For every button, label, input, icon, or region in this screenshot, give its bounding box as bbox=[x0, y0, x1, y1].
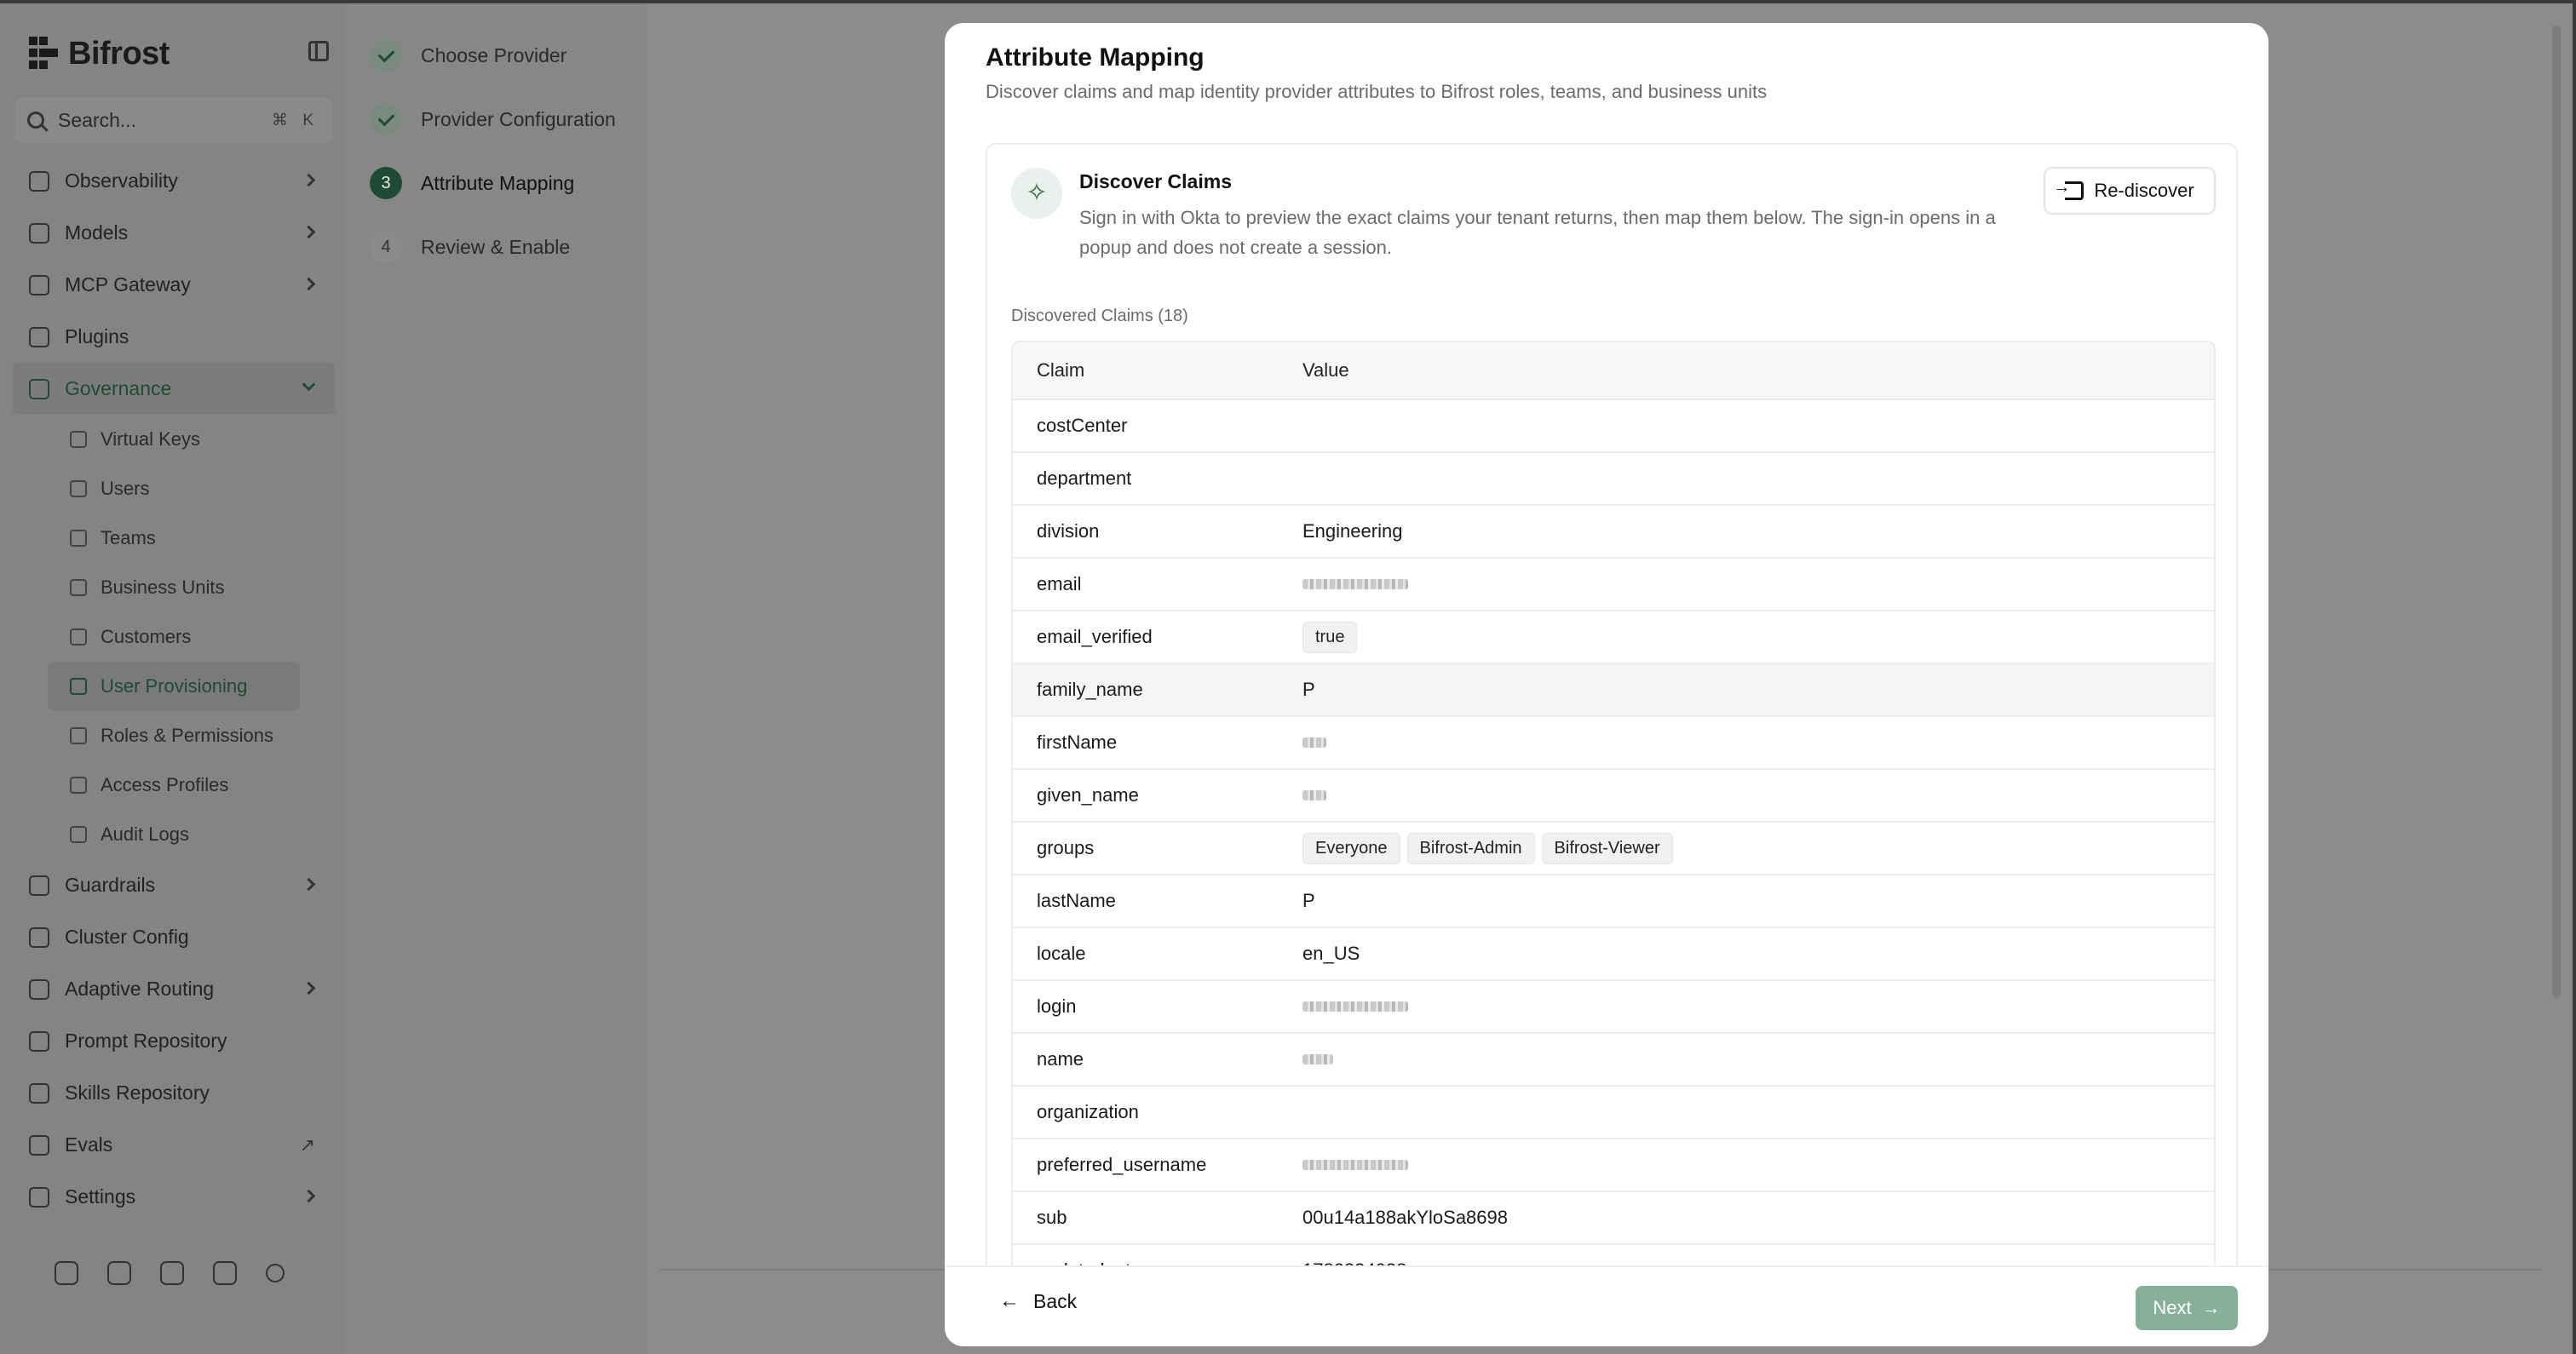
rediscover-button[interactable] bbox=[2044, 167, 2216, 215]
card-title: Discover Claims bbox=[1079, 170, 1232, 192]
login-icon bbox=[2065, 181, 2084, 200]
next-label: Next bbox=[2153, 1297, 2192, 1318]
claim-name: costCenter bbox=[1037, 415, 1128, 436]
docs-icon[interactable] bbox=[213, 1261, 237, 1285]
claim-name: firstName bbox=[1037, 732, 1118, 753]
theme-sun-icon[interactable] bbox=[266, 1264, 285, 1282]
user-provisioning-icon bbox=[70, 678, 87, 695]
shield-icon bbox=[70, 777, 87, 794]
sidebar-item-label: Customers bbox=[101, 626, 192, 647]
sidebar-item-business-units[interactable] bbox=[48, 563, 300, 612]
sidebar-item-users[interactable] bbox=[48, 464, 300, 513]
wizard-steps bbox=[346, 3, 647, 1354]
chevron-right-icon bbox=[302, 278, 316, 291]
sidebar-item-label: Evals bbox=[65, 1133, 113, 1156]
guardrails-icon bbox=[29, 875, 49, 896]
mcp-icon bbox=[29, 275, 49, 295]
claim-value-redacted bbox=[1302, 579, 1408, 589]
next-button[interactable] bbox=[2136, 1286, 2238, 1330]
discord-icon[interactable] bbox=[55, 1261, 78, 1285]
group-tag: Bifrost-Admin bbox=[1407, 833, 1535, 864]
chevron-down-icon bbox=[302, 378, 316, 392]
redacted-value bbox=[1302, 790, 1326, 800]
claim-name: groups bbox=[1037, 837, 1095, 858]
step-label: Review & Enable bbox=[421, 235, 571, 258]
claim-value-tags bbox=[1302, 833, 1673, 864]
arrow-right-icon: → bbox=[2201, 1297, 2221, 1318]
step-label: Attribute Mapping bbox=[421, 171, 575, 194]
search-icon bbox=[27, 112, 44, 129]
table-row bbox=[1013, 770, 2214, 823]
claim-name: family_name bbox=[1037, 679, 1143, 700]
sidebar-item-cluster-config[interactable] bbox=[12, 911, 336, 963]
sidebar-item-teams[interactable] bbox=[48, 513, 300, 563]
landmark-icon bbox=[29, 379, 49, 399]
claim-value: 00u14a188akYloSa8698 bbox=[1302, 1207, 1509, 1228]
claim-name: name bbox=[1037, 1048, 1084, 1070]
governance-submenu bbox=[48, 415, 336, 859]
sidebar-item-label: Guardrails bbox=[65, 874, 156, 896]
sidebar-item-label: Roles & Permissions bbox=[101, 725, 273, 746]
back-button[interactable] bbox=[999, 1289, 1077, 1313]
group-tag: Bifrost-Viewer bbox=[1542, 833, 1673, 864]
dialog-title: Attribute Mapping bbox=[986, 43, 1205, 72]
table-row bbox=[1013, 611, 2214, 664]
step-provider-configuration[interactable] bbox=[370, 103, 616, 135]
table-row bbox=[1013, 453, 2214, 506]
claim-name: email bbox=[1037, 573, 1082, 594]
sidebar-item-label: Cluster Config bbox=[65, 926, 189, 948]
flask-icon bbox=[29, 1135, 49, 1156]
table-row bbox=[1013, 981, 2214, 1034]
column-header-claim: Claim bbox=[1037, 359, 1085, 381]
claim-value-redacted bbox=[1302, 737, 1326, 748]
back-label: Back bbox=[1033, 1289, 1078, 1312]
sidebar-item-guardrails[interactable] bbox=[12, 859, 336, 911]
table-row bbox=[1013, 1139, 2214, 1192]
claims-count-label: Discovered Claims (18) bbox=[1011, 307, 1188, 325]
puzzle-icon bbox=[29, 327, 49, 347]
sidebar-item-label: Models bbox=[65, 221, 129, 244]
table-row bbox=[1013, 1034, 2214, 1087]
sidebar-item-label: Adaptive Routing bbox=[65, 978, 215, 1000]
settings-icon bbox=[29, 1187, 49, 1208]
claim-name: organization bbox=[1037, 1101, 1139, 1122]
claim-value-redacted bbox=[1302, 1160, 1408, 1170]
chevron-right-icon bbox=[302, 1190, 316, 1203]
sidebar-item-roles-permissions[interactable] bbox=[48, 711, 300, 760]
claims-table bbox=[1011, 341, 2216, 1299]
step-attribute-mapping[interactable] bbox=[370, 167, 574, 199]
arrow-left-icon: ← bbox=[999, 1289, 1020, 1312]
table-row bbox=[1013, 823, 2214, 875]
sidebar-item-label: MCP Gateway bbox=[65, 273, 191, 295]
telescope-icon bbox=[29, 171, 49, 192]
sidebar-item-label: Teams bbox=[101, 527, 156, 548]
claim-name: lastName bbox=[1037, 890, 1116, 911]
table-row bbox=[1013, 875, 2214, 928]
sidebar-item-customers[interactable] bbox=[48, 612, 300, 662]
folder-icon bbox=[29, 1031, 49, 1052]
claim-name: locale bbox=[1037, 943, 1086, 964]
github-icon[interactable] bbox=[107, 1261, 131, 1285]
window-edge bbox=[2573, 0, 2576, 1354]
redacted-value bbox=[1302, 1160, 1408, 1170]
claim-value bbox=[1302, 622, 1357, 653]
claim-value: P bbox=[1302, 679, 1315, 700]
external-link-icon: ↗ bbox=[299, 1133, 315, 1156]
sidebar-item-label: Governance bbox=[65, 377, 172, 399]
building-icon bbox=[70, 579, 87, 596]
sidebar-item-label: Access Profiles bbox=[101, 774, 229, 795]
sidebar-item-label: Settings bbox=[65, 1185, 136, 1208]
table-row bbox=[1013, 1087, 2214, 1139]
box-icon bbox=[29, 223, 49, 244]
sidebar-item-label: Users bbox=[101, 478, 150, 499]
book-icon bbox=[29, 1083, 49, 1104]
search-shortcut: ⌘ K bbox=[272, 111, 319, 129]
key-icon bbox=[70, 431, 87, 448]
claim-value-redacted bbox=[1302, 790, 1326, 800]
table-row bbox=[1013, 664, 2214, 717]
claim-name: login bbox=[1037, 995, 1077, 1017]
claim-name: sub bbox=[1037, 1207, 1067, 1228]
network-icon bbox=[29, 927, 49, 948]
table-row bbox=[1013, 928, 2214, 981]
sidebar bbox=[0, 3, 346, 1354]
chevron-right-icon bbox=[302, 982, 316, 995]
step-review-enable[interactable] bbox=[370, 231, 570, 263]
sidebar-item-skills-repository[interactable] bbox=[12, 1067, 336, 1119]
step-choose-provider[interactable] bbox=[370, 39, 566, 72]
redacted-value bbox=[1302, 579, 1408, 589]
rediscover-label: Re-discover bbox=[2094, 180, 2194, 201]
collapse-sidebar-icon[interactable] bbox=[308, 41, 329, 61]
claim-value-redacted bbox=[1302, 1001, 1408, 1012]
claim-value: P bbox=[1302, 890, 1315, 911]
step-number: 3 bbox=[370, 167, 402, 199]
table-row bbox=[1013, 717, 2214, 770]
sidebar-item-models[interactable] bbox=[12, 207, 336, 259]
claim-value: Engineering bbox=[1302, 520, 1403, 542]
scrollbar[interactable] bbox=[2552, 26, 2561, 998]
redacted-value bbox=[1302, 1001, 1408, 1012]
sidebar-item-adaptive-routing[interactable] bbox=[12, 963, 336, 1015]
redacted-value bbox=[1302, 737, 1326, 748]
sidebar-item-audit-logs[interactable] bbox=[48, 810, 300, 859]
sparkles-icon: ✧ bbox=[1011, 168, 1062, 219]
sidebar-item-observability[interactable] bbox=[12, 155, 336, 207]
chevron-right-icon bbox=[302, 174, 316, 187]
redacted-value bbox=[1302, 1054, 1333, 1064]
brand bbox=[29, 32, 170, 75]
check-icon bbox=[370, 39, 402, 72]
brand-name: Bifrost bbox=[68, 35, 170, 72]
sidebar-item-prompt-repository[interactable] bbox=[12, 1015, 336, 1067]
column-header-value: Value bbox=[1302, 359, 1349, 381]
sidebar-item-label: Business Units bbox=[101, 577, 225, 598]
table-row bbox=[1013, 1192, 2214, 1245]
search-input[interactable] bbox=[15, 97, 332, 143]
sidebar-item-label: Skills Repository bbox=[65, 1081, 210, 1104]
bifrost-logo-icon bbox=[29, 37, 58, 71]
user-key-icon bbox=[70, 727, 87, 744]
claim-value-redacted bbox=[1302, 1054, 1333, 1064]
sidebar-item-label: Prompt Repository bbox=[65, 1030, 227, 1052]
teams-icon bbox=[70, 530, 87, 547]
sidebar-item-settings[interactable] bbox=[12, 1171, 336, 1223]
sidebar-item-plugins[interactable] bbox=[12, 311, 336, 363]
attribute-mapping-dialog bbox=[945, 23, 2268, 1346]
dialog-footer bbox=[945, 1265, 2268, 1346]
claim-name: department bbox=[1037, 468, 1132, 489]
sidebar-item-label: Plugins bbox=[65, 325, 129, 347]
table-row bbox=[1013, 400, 2214, 453]
value-tag: true bbox=[1302, 622, 1357, 653]
step-label: Choose Provider bbox=[421, 43, 567, 66]
search-placeholder: Search... bbox=[58, 108, 137, 131]
sidebar-item-virtual-keys[interactable] bbox=[48, 415, 300, 464]
claim-name: email_verified bbox=[1037, 626, 1153, 647]
sidebar-item-mcp-gateway[interactable] bbox=[12, 259, 336, 311]
claim-name: division bbox=[1037, 520, 1100, 542]
step-number: 4 bbox=[370, 231, 402, 263]
bug-icon[interactable] bbox=[160, 1261, 184, 1285]
sidebar-item-label: User Provisioning bbox=[101, 675, 248, 697]
sidebar-item-access-profiles[interactable] bbox=[48, 760, 300, 810]
table-header bbox=[1013, 342, 2214, 400]
table-row bbox=[1013, 506, 2214, 559]
sidebar-item-label: Observability bbox=[65, 169, 178, 192]
sidebar-item-evals[interactable] bbox=[12, 1119, 336, 1171]
discover-claims-card bbox=[986, 143, 2238, 1318]
card-description: Sign in with Okta to preview the exact claims your tenant returns, then map them below. The sign-in opens in a popup and does not create a session. bbox=[1079, 207, 1996, 258]
dialog-subtitle: Discover claims and map identity provider attributes to Bifrost roles, teams, and business units bbox=[986, 81, 1768, 102]
users-icon bbox=[70, 480, 87, 497]
sidebar-item-governance[interactable] bbox=[12, 363, 336, 415]
claim-value: en_US bbox=[1302, 943, 1360, 964]
claim-name: given_name bbox=[1037, 784, 1139, 806]
group-tag: Everyone bbox=[1302, 833, 1400, 864]
sidebar-footer bbox=[55, 1261, 285, 1285]
sidebar-item-label: Audit Logs bbox=[101, 823, 189, 845]
claim-name: preferred_username bbox=[1037, 1154, 1207, 1175]
table-row bbox=[1013, 559, 2214, 611]
chevron-right-icon bbox=[302, 878, 316, 892]
logs-icon bbox=[70, 826, 87, 843]
customers-icon bbox=[70, 628, 87, 645]
check-icon bbox=[370, 103, 402, 135]
sidebar-item-user-provisioning[interactable] bbox=[48, 662, 300, 711]
sidebar-item-label: Virtual Keys bbox=[101, 428, 200, 450]
shuffle-icon bbox=[29, 979, 49, 1000]
step-label: Provider Configuration bbox=[421, 107, 616, 130]
chevron-right-icon bbox=[302, 226, 316, 239]
sidebar-nav bbox=[12, 155, 336, 1223]
